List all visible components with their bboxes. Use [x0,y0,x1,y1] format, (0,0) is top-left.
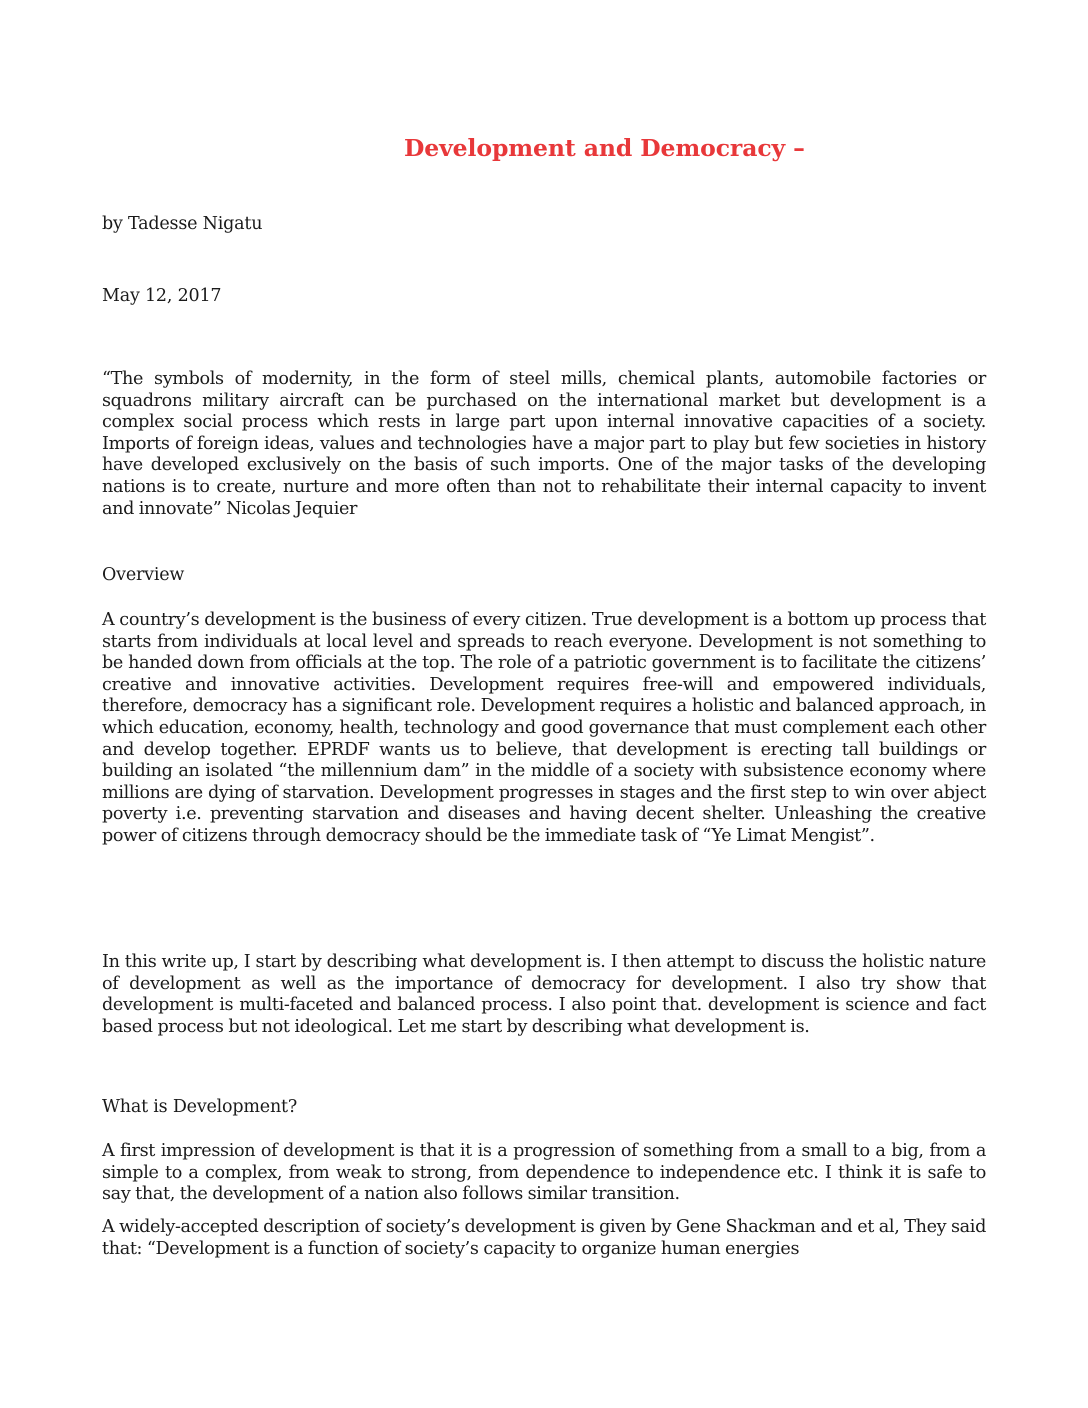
document-title: Development and Democracy – [404,134,805,162]
first-impression-paragraph: A first impression of development is that it is a progression of something from a small to a big, from a simple to a complex, from weak to strong, from dependence to independence etc. I think it is safe to say that, the development of a nation also follows similar transition. [102,1141,986,1205]
writeup-paragraph: In this write up, I start by describing what development is. I then attempt to discuss the holistic nature of development as well as the importance of democracy for development. I also try show that development is multi-faceted and balanced process. I also point that. development is science and fact based process but not ideological. Let me start by describing what development is. [102,952,986,1037]
widely-accepted-paragraph: A widely-accepted description of society’s development is given by Gene Shackman and et al, They said that: “Development is a function of society’s capacity to organize human energies [102,1217,986,1259]
date-line: May 12, 2017 [102,286,222,306]
overview-heading: Overview [102,565,185,585]
opening-quote: “The symbols of modernity, in the form of steel mills, chemical plants, automobile factories or squadrons military aircraft can be purchased on the international market but development is a complex social process which rests in large part upon internal innovative capacities of a society. Imports of foreign ideas, values and technologies have a major part to play but few societies in history have developed exclusively on the basis of such imports. One of the major tasks of the developing nations is to create, nurture and more often than not to rehabilitate their internal capacity to invent and innovate” Nicolas Jequier [102,369,986,519]
author-line: by Tadesse Nigatu [102,214,263,234]
overview-paragraph: A country’s development is the business of every citizen. True development is a bottom up process that starts from individuals at local level and spreads to reach everyone. Development is not something to be handed down from officials at the top. The role of a patriotic government is to facilitate the citizens’ creative and innovative activities. Development requires free-will and empowered individuals, therefore, democracy has a significant role. Development requires a holistic and balanced approach, in which education, economy, health, technology and good governance that must complement each other and develop together. EPRDF wants us to believe, that development is erecting tall buildings or building an isolated “the millennium dam” in the middle of a society with subsistence economy where millions are dying of starvation. Development progresses in stages and the first step to win over abject poverty i.e. preventing starvation and diseases and having decent shelter. Unleashing the creative power of citizens through democracy should be the immediate task of “Ye Limat Mengist”. [102,610,986,846]
what-is-development-heading: What is Development? [102,1097,298,1117]
